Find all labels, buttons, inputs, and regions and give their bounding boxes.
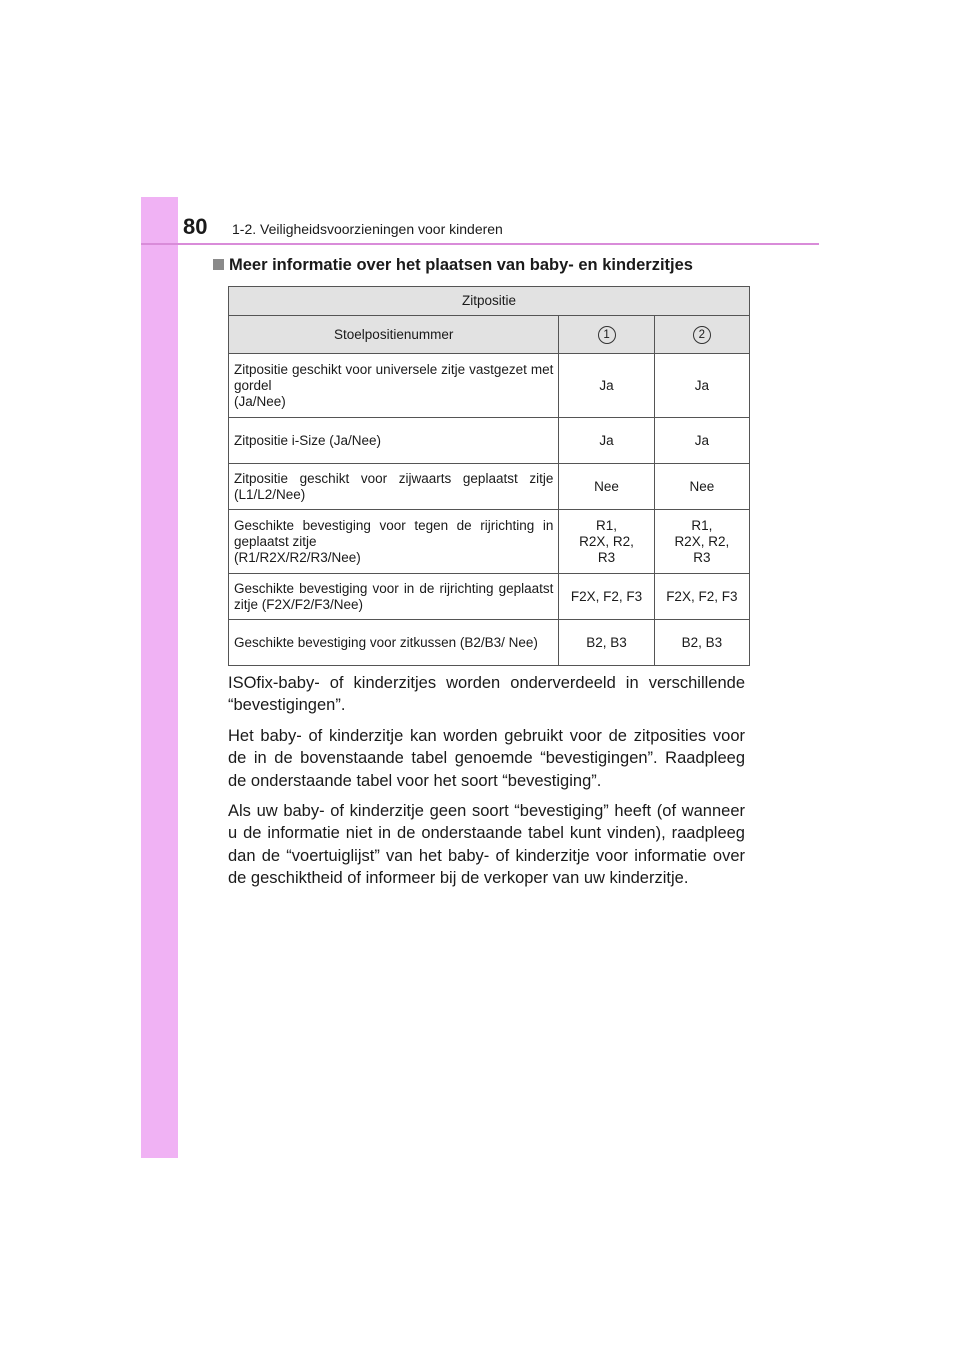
row-value-2: F2X, F2, F3 [654,574,749,620]
row-label: Zitpositie i-Size (Ja/Nee) [229,418,559,464]
row-value-1: F2X, F2, F3 [559,574,654,620]
row-value-1: Ja [559,354,654,418]
circled-number-1-icon: 1 [598,326,616,344]
table-title-row [229,287,750,316]
row-value-2: Ja [654,354,749,418]
table-number-row [229,316,750,354]
table-row [229,620,750,666]
row-label: Geschikte bevestiging voor tegen de rijrichting in geplaatst zitje (R1/R2X/R2/R3/Nee) [229,510,559,574]
seat-position-number-label: Stoelpositienummer [229,316,559,354]
row-value-2: B2, B3 [654,620,749,666]
table-row [229,354,750,418]
table-row [229,510,750,574]
row-label: Zitpositie geschikt voor universele zitje vastgezet met gordel (Ja/Nee) [229,354,559,418]
square-bullet-icon [213,259,224,270]
section-heading [213,255,693,275]
row-value-2: R1, R2X, R2, R3 [654,510,749,574]
row-value-1: B2, B3 [559,620,654,666]
row-value-2: Nee [654,464,749,510]
side-color-band [141,197,178,1158]
row-label: Geschikte bevestiging voor zitkussen (B2/B3/ Nee) [229,620,559,666]
row-label: Zitpositie geschikt voor zijwaarts geplaatst zitje (L1/L2/Nee) [229,464,559,510]
row-value-1: Ja [559,418,654,464]
seating-position-table [228,286,750,666]
row-value-1: R1, R2X, R2, R3 [559,510,654,574]
row-value-1: Nee [559,464,654,510]
table-row [229,464,750,510]
table-title: Zitpositie [229,287,750,316]
position-2-cell [654,316,749,354]
chapter-title: 1-2. Veiligheidsvoorzieningen voor kinderen [232,221,503,237]
row-value-2: Ja [654,418,749,464]
paragraph-vehicle-list: Als uw baby- of kinderzitje geen soort “bevestiging” heeft (of wanneer u de informatie niet in de onderstaande tabel kunt vinden), raadpleeg dan de “voertuiglijst” van het baby- of kinderzitje voor informatie over de geschiktheid of informeer bij de verkoper van uw kinderzitje. [228,802,745,888]
section-heading-text: Meer informatie over het plaatsen van baby- en kinderzitjes [229,256,693,274]
table-row [229,418,750,464]
row-label: Geschikte bevestiging voor in de rijrichting geplaatst zitje (F2X/F2/F3/Nee) [229,574,559,620]
circled-number-2-icon: 2 [693,326,711,344]
body-text [228,672,745,890]
page-number: 80 [183,214,208,239]
position-1-cell [559,316,654,354]
header-rule [141,243,819,245]
paragraph-isofix-categories: ISOfix-baby- of kinderzitjes worden onderverdeeld in verschillende “bevestigingen”. [228,674,745,715]
table-row [229,574,750,620]
paragraph-seat-usage: Het baby- of kinderzitje kan worden gebruikt voor de zitposities voor de in de bovenstaande tabel genoemde “bevestigingen”. Raadpleeg de onderstaande tabel voor het soort “bevestiging”. [228,726,745,790]
